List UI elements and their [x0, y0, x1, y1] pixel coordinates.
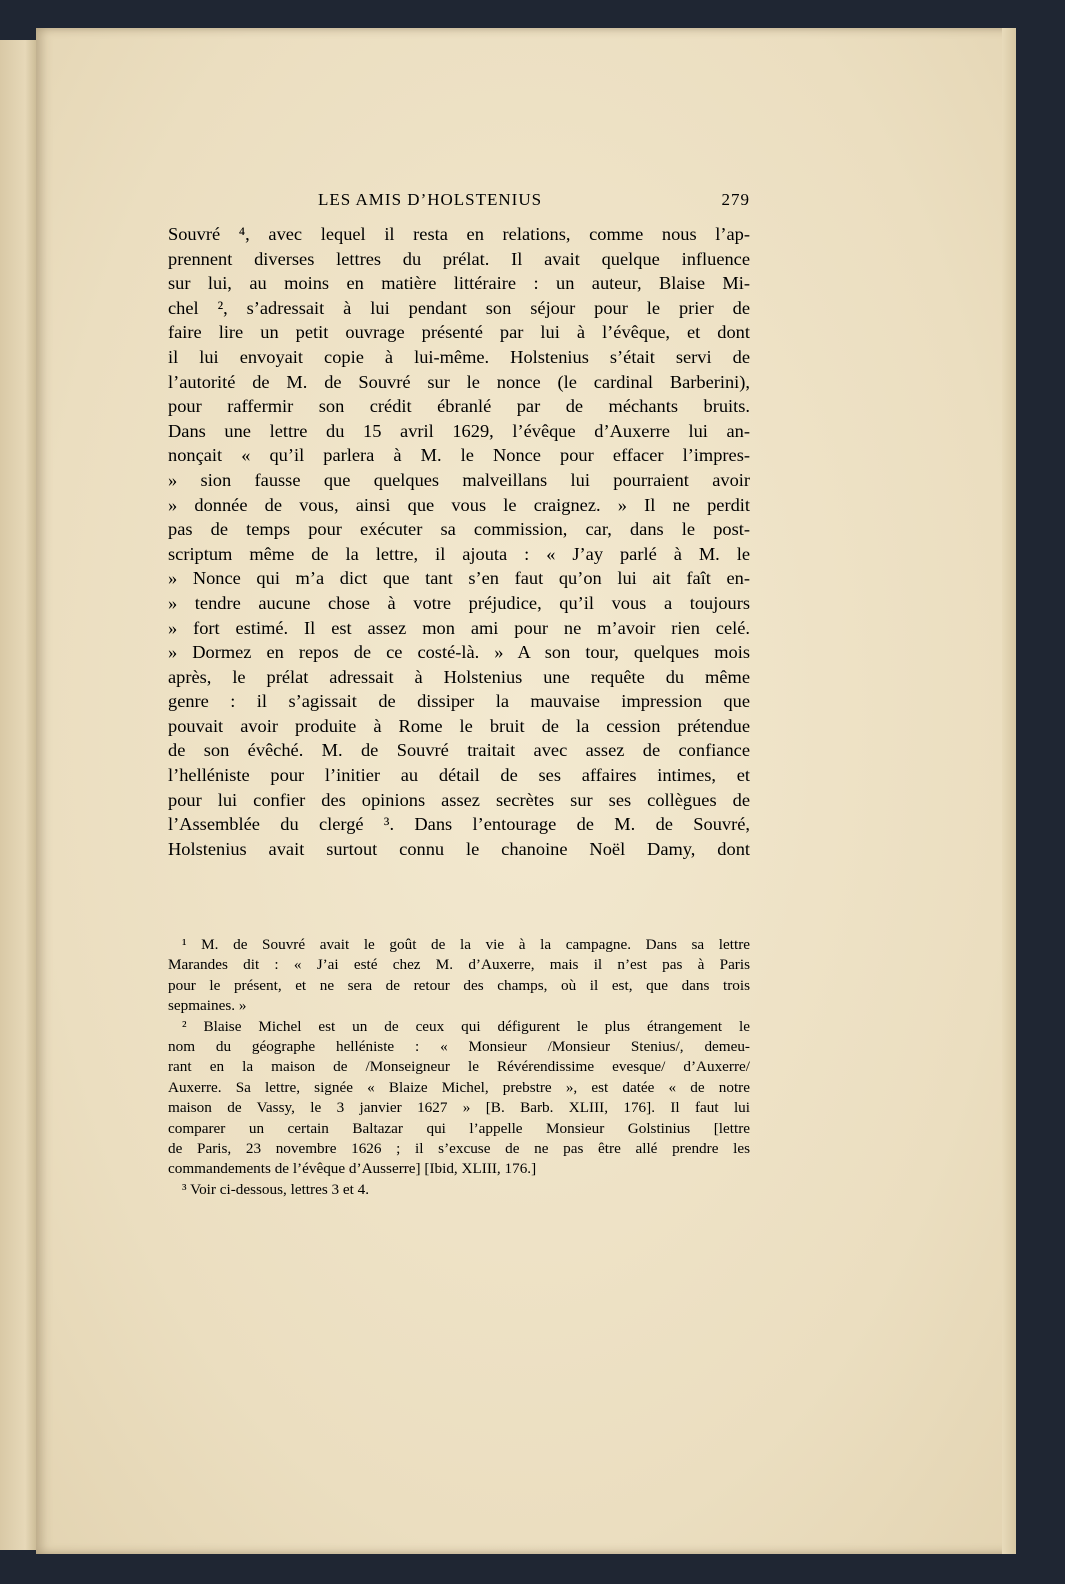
body-line: l’helléniste pour l’initier au détail de ses affaires intimes, et: [168, 765, 750, 786]
body-line: scriptum même de la lettre, il ajouta : « J’ay parlé à M. le: [168, 543, 750, 564]
page-fore-edge: [1002, 28, 1016, 1554]
body-line: pour lui confier des opinions assez secrètes sur ses collègues de: [168, 789, 750, 810]
body-line: l’autorité de M. de Souvré sur le nonce (le cardinal Barberini),: [168, 371, 750, 392]
footnote-line: sepmaines. »: [168, 997, 247, 1015]
body-text: [168, 222, 750, 861]
footnote-line: comparer un certain Baltazar qui l’appelle Monsieur Golstinius [lettre: [168, 1119, 750, 1137]
footnote-line: ² Blaise Michel est un de ceux qui défigurent le plus étrangement le: [182, 1017, 750, 1035]
body-line: » sion fausse que quelques malveillans lui pourraient avoir: [168, 469, 750, 490]
running-head: [168, 190, 750, 212]
body-line: l’Assemblée du clergé ³. Dans l’entourage de M. de Souvré,: [168, 814, 750, 835]
body-line: » tendre aucune chose à votre préjudice, qu’il vous a toujours: [168, 592, 750, 613]
footnote-line: pour le présent, et ne sera de retour des champs, où il est, que dans trois: [168, 976, 750, 994]
footnote-line: ³ Voir ci-dessous, lettres 3 et 4.: [182, 1180, 370, 1198]
body-line: pas de temps pour exécuter sa commission, car, dans le post-: [168, 519, 750, 540]
footnote-1: [168, 935, 750, 1017]
footnote-2: [168, 1017, 750, 1180]
footnotes: [168, 935, 750, 1200]
footnote-line: maison de Vassy, le 3 janvier 1627 » [B. Barb. XLIII, 176]. Il faut lui: [168, 1099, 750, 1117]
body-line: » Dormez en repos de ce costé-là. » A son tour, quelques mois: [168, 642, 750, 663]
footnote-line: commandements de l’évêque d’Ausserre] [Ibid, XLIII, 176.]: [168, 1160, 537, 1178]
footnote-3: [168, 1180, 750, 1200]
body-line: » fort estimé. Il est assez mon ami pour ne m’avoir rien celé.: [168, 617, 750, 638]
body-line: pouvait avoir produite à Rome le bruit de la cession prétendue: [168, 715, 750, 736]
body-line: sur lui, au moins en matière littéraire : un auteur, Blaise Mi-: [168, 273, 750, 294]
body-line: » donnée de vous, ainsi que vous le craignez. » Il ne perdit: [168, 494, 750, 515]
footnote-line: rant en la maison de /Monseigneur le Révérendissime evesque/ d’Auxerre/: [168, 1058, 750, 1076]
body-line: genre : il s’agissait de dissiper la mauvaise impression que: [168, 691, 750, 712]
body-line: Souvré ⁴, avec lequel il resta en relations, comme nous l’ap-: [168, 224, 750, 244]
body-line: pour raffermir son crédit ébranlé par de méchants bruits.: [168, 396, 750, 417]
body-line: » Nonce qui m’a dict que tant s’en faut qu’on lui ait faît en-: [168, 568, 750, 589]
running-title: LES AMIS D’HOLSTENIUS: [318, 190, 543, 209]
footnote-line: ¹ M. de Souvré avait le goût de la vie à la campagne. Dans sa lettre: [182, 936, 750, 953]
body-line: il lui envoyait copie à lui-même. Holstenius s’était servi de: [168, 346, 750, 367]
body-line: Holstenius avait surtout connu le chanoine Noël Damy, dont: [168, 838, 750, 859]
footnote-line: Marandes dit : « J’ai esté chez M. d’Auxerre, mais il n’est pas à Paris: [168, 956, 750, 974]
body-line: de son évêché. M. de Souvré traitait avec assez de confiance: [168, 740, 750, 761]
body-line: faire lire un petit ouvrage présenté par lui à l’évêque, et dont: [168, 322, 750, 343]
footnote-line: nom du géographe helléniste : « Monsieur /Monsieur Stenius/, demeu-: [168, 1037, 750, 1055]
footnote-line: Auxerre. Sa lettre, signée « Blaize Michel, prebstre », est datée « de notre: [168, 1078, 750, 1096]
body-line: prennent diverses lettres du prélat. Il avait quelque influence: [168, 248, 750, 269]
body-line: nonçait « qu’il parlera à M. le Nonce pour effacer l’impres-: [168, 445, 750, 466]
footnote-line: de Paris, 23 novembre 1626 ; il s’excuse de ne pas être allé prendre les: [168, 1139, 750, 1157]
page-number: 279: [721, 190, 750, 209]
body-line: chel ², s’adressait à lui pendant son séjour pour le prier de: [168, 297, 750, 318]
body-line: Dans une lettre du 15 avril 1629, l’évêque d’Auxerre lui an-: [168, 420, 750, 441]
facing-page-edge: [0, 40, 36, 1550]
body-line: après, le prélat adressait à Holstenius une requête du même: [168, 666, 750, 687]
